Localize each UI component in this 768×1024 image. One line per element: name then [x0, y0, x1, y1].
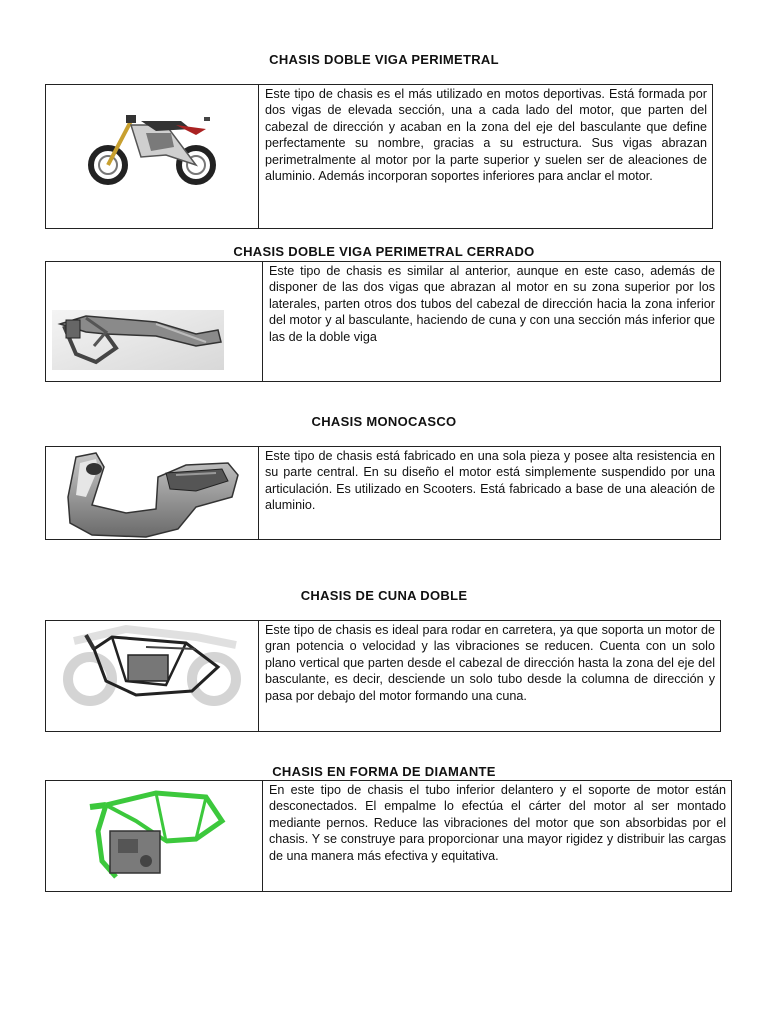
section-description: Este tipo de chasis es ideal para rodar en carretera, ya que soporta un motor de gran potencia o velocidad y las vibraciones se reducen. Cuenta con un solo plano vertical que parten desde el cabezal de dirección hasta la zona del eje del basculante, es decir, desciende un solo tubo desde la columna de dirección y pasa por debajo del motor formando una cuna. [265, 623, 715, 703]
section-title-doble-viga: CHASIS DOBLE VIGA PERIMETRAL [269, 52, 499, 67]
scooter-monocoque-icon [46, 447, 259, 539]
twin-spar-frame-icon [46, 262, 263, 381]
section-title-diamante: CHASIS EN FORMA DE DIAMANTE [272, 764, 496, 779]
motorcycle-icon [46, 85, 259, 228]
section-description: Este tipo de chasis está fabricado en una sola pieza y posee alta resistencia en su parte central. En su diseño el motor está simplemente suspendido por una articulación. Es utilizado en Scooters. Está fabricado a base de una aleación de aluminio. [265, 449, 715, 513]
twin-spar-frame-image [46, 262, 263, 381]
diamond-frame-image [46, 781, 263, 891]
section-title-monocasco: CHASIS MONOCASCO [311, 414, 457, 429]
section-description: Este tipo de chasis es similar al anterior, aunque en este caso, además de disponer de las dos vigas que abrazan al motor en su zona superior por los laterales, parten otros dos tubos del cabezal de dirección hacia la zona inferior del motor y al basculante, haciendo de cuna y con una sección más inferior que las de la doble viga [269, 264, 715, 344]
double-cradle-frame-icon [46, 621, 259, 731]
section-doble-viga-cerrado [45, 261, 721, 382]
section-title-cuna-doble: CHASIS DE CUNA DOBLE [300, 588, 468, 603]
section-diamante [45, 780, 732, 892]
motorcycle-image [46, 85, 259, 228]
section-doble-viga [45, 84, 713, 229]
double-cradle-frame-image [46, 621, 259, 731]
section-monocasco [45, 446, 721, 540]
section-description: Este tipo de chasis es el más utilizado en motos deportivas. Está formada por dos vigas de elevada sección, una a cada lado del motor, que parten del cabezal de dirección y acaban en la zona del eje del basculante que define perfectamente su nombre, gracias a su estructura. Sus vigas abrazan perimetralmente al motor por la parte superior y suelen ser de aleaciones de aluminio. Además incorporan soportes inferiores para anclar el motor. [265, 87, 707, 184]
diamond-frame-icon [46, 781, 263, 891]
scooter-monocoque-image [46, 447, 259, 539]
section-cuna-doble [45, 620, 721, 732]
section-title-doble-viga-cerrado: CHASIS DOBLE VIGA PERIMETRAL CERRADO [233, 244, 535, 259]
section-description: En este tipo de chasis el tubo inferior delantero y el soporte de motor están desconectados. El empalme lo efectúa el cárter del motor al ser montado mediante pernos. Reduce las vibraciones del motor que son absorbidas por el chasis. Y se construye para proporcionar una mayor rigidez y distribuir las cargas de una manera más efectiva y equitativa. [269, 783, 726, 863]
